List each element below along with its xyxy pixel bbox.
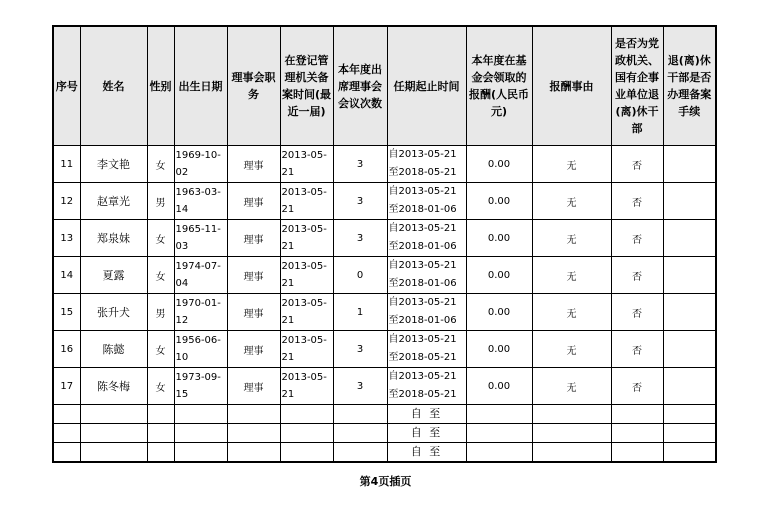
retired-cadre-flag: 否 (611, 331, 663, 368)
board-members-table (52, 25, 717, 463)
meeting-count: 1 (333, 294, 387, 331)
empty-cell (174, 405, 227, 424)
birth-date: 1956-06-10 (174, 331, 227, 368)
board-role: 理事 (227, 183, 280, 220)
filing-date: 2013-05-21 (280, 294, 333, 331)
empty-cell (147, 405, 174, 424)
board-role: 理事 (227, 146, 280, 183)
header-gender: 性别 (147, 26, 174, 146)
retired-cadre-flag: 否 (611, 257, 663, 294)
empty-cell (611, 405, 663, 424)
empty-cell (466, 405, 532, 424)
term-start: 自2013-05-21 (388, 223, 457, 234)
empty-cell (333, 443, 387, 463)
header-no: 序号 (53, 26, 80, 146)
meeting-count: 3 (333, 183, 387, 220)
table-row (53, 294, 716, 331)
header-name: 姓名 (80, 26, 147, 146)
empty-term-cell: 自 至 (387, 424, 466, 443)
filing-procedure (663, 331, 716, 368)
table-row (53, 220, 716, 257)
pay-reason: 无 (532, 368, 611, 405)
birth-date: 1970-01-12 (174, 294, 227, 331)
term-start: 自2013-05-21 (388, 260, 457, 271)
birth-date: 1963-03-14 (174, 183, 227, 220)
table-body (53, 146, 716, 463)
member-gender: 女 (147, 257, 174, 294)
table-row (53, 368, 716, 405)
empty-cell (333, 405, 387, 424)
empty-term-cell: 自 至 (387, 443, 466, 463)
term-start: 自2013-05-21 (388, 371, 457, 382)
filing-date: 2013-05-21 (280, 183, 333, 220)
empty-cell (532, 443, 611, 463)
row-number: 11 (53, 146, 80, 183)
filing-date: 2013-05-21 (280, 331, 333, 368)
filing-procedure (663, 294, 716, 331)
empty-cell (466, 443, 532, 463)
term-end: 至2018-05-21 (388, 167, 457, 178)
pay-amount: 0.00 (466, 220, 532, 257)
filing-date: 2013-05-21 (280, 368, 333, 405)
header-filing-procedure: 退(离)休干部是否办理备案手续 (663, 26, 716, 146)
term-period (387, 220, 466, 257)
empty-cell (611, 424, 663, 443)
pay-reason: 无 (532, 331, 611, 368)
retired-cadre-flag: 否 (611, 294, 663, 331)
row-number: 17 (53, 368, 80, 405)
retired-cadre-flag: 否 (611, 183, 663, 220)
term-end: 至2018-01-06 (388, 204, 457, 215)
term-start: 自2013-05-21 (388, 297, 457, 308)
empty-term-cell: 自 至 (387, 405, 466, 424)
header-pay-reason: 报酬事由 (532, 26, 611, 146)
empty-cell (280, 424, 333, 443)
meeting-count: 0 (333, 257, 387, 294)
table-row (53, 257, 716, 294)
header-filing-time: 在登记管理机关备案时间(最近一届) (280, 26, 333, 146)
table-row (53, 331, 716, 368)
pay-reason: 无 (532, 294, 611, 331)
term-period (387, 257, 466, 294)
empty-cell (53, 405, 80, 424)
board-role: 理事 (227, 220, 280, 257)
pay-amount: 0.00 (466, 294, 532, 331)
empty-cell (663, 405, 716, 424)
term-period (387, 331, 466, 368)
retired-cadre-flag: 否 (611, 220, 663, 257)
member-name: 赵章光 (80, 183, 147, 220)
empty-cell (466, 424, 532, 443)
board-role: 理事 (227, 257, 280, 294)
empty-cell (147, 443, 174, 463)
table-row (53, 183, 716, 220)
filing-procedure (663, 183, 716, 220)
pay-amount: 0.00 (466, 183, 532, 220)
header-birth-date: 出生日期 (174, 26, 227, 146)
empty-cell (174, 443, 227, 463)
term-end: 至2018-01-06 (388, 278, 457, 289)
member-gender: 女 (147, 368, 174, 405)
board-role: 理事 (227, 368, 280, 405)
retired-cadre-flag: 否 (611, 368, 663, 405)
member-gender: 男 (147, 183, 174, 220)
empty-cell (53, 424, 80, 443)
empty-row (53, 443, 716, 463)
empty-cell (174, 424, 227, 443)
member-gender: 男 (147, 294, 174, 331)
term-end: 至2018-01-06 (388, 241, 457, 252)
member-name: 张升犬 (80, 294, 147, 331)
pay-amount: 0.00 (466, 331, 532, 368)
term-period (387, 183, 466, 220)
member-name: 李文艳 (80, 146, 147, 183)
term-start: 自2013-05-21 (388, 334, 457, 345)
member-name: 陈懿 (80, 331, 147, 368)
member-name: 陈冬梅 (80, 368, 147, 405)
empty-cell (333, 424, 387, 443)
filing-date: 2013-05-21 (280, 257, 333, 294)
pay-reason: 无 (532, 146, 611, 183)
pay-amount: 0.00 (466, 368, 532, 405)
pay-amount: 0.00 (466, 146, 532, 183)
row-number: 12 (53, 183, 80, 220)
empty-cell (280, 443, 333, 463)
member-gender: 女 (147, 331, 174, 368)
empty-cell (80, 405, 147, 424)
filing-procedure (663, 220, 716, 257)
birth-date: 1965-11-03 (174, 220, 227, 257)
pay-reason: 无 (532, 220, 611, 257)
board-role: 理事 (227, 331, 280, 368)
empty-cell (611, 443, 663, 463)
member-gender: 女 (147, 220, 174, 257)
row-number: 15 (53, 294, 80, 331)
filing-procedure (663, 257, 716, 294)
meeting-count: 3 (333, 368, 387, 405)
header-term: 任期起止时间 (387, 26, 466, 146)
retired-cadre-flag: 否 (611, 146, 663, 183)
empty-cell (80, 424, 147, 443)
row-number: 14 (53, 257, 80, 294)
empty-cell (227, 405, 280, 424)
meeting-count: 3 (333, 220, 387, 257)
empty-cell (532, 424, 611, 443)
filing-date: 2013-05-21 (280, 146, 333, 183)
empty-cell (80, 443, 147, 463)
header-retired-cadre: 是否为党政机关、国有企事业单位退(离)休干部 (611, 26, 663, 146)
meeting-count: 3 (333, 146, 387, 183)
empty-cell (663, 424, 716, 443)
birth-date: 1974-07-04 (174, 257, 227, 294)
empty-cell (280, 405, 333, 424)
member-gender: 女 (147, 146, 174, 183)
birth-date: 1973-09-15 (174, 368, 227, 405)
term-start: 自2013-05-21 (388, 186, 457, 197)
table-row (53, 146, 716, 183)
term-end: 至2018-05-21 (388, 389, 457, 400)
pay-reason: 无 (532, 257, 611, 294)
member-name: 郑泉妹 (80, 220, 147, 257)
pay-reason: 无 (532, 183, 611, 220)
term-period (387, 146, 466, 183)
filing-date: 2013-05-21 (280, 220, 333, 257)
filing-procedure (663, 146, 716, 183)
empty-cell (147, 424, 174, 443)
member-name: 夏露 (80, 257, 147, 294)
empty-cell (227, 424, 280, 443)
empty-cell (532, 405, 611, 424)
term-period (387, 294, 466, 331)
empty-row (53, 424, 716, 443)
board-role: 理事 (227, 294, 280, 331)
term-start: 自2013-05-21 (388, 149, 457, 160)
row-number: 16 (53, 331, 80, 368)
empty-cell (227, 443, 280, 463)
header-board-role: 理事会职务 (227, 26, 280, 146)
meeting-count: 3 (333, 331, 387, 368)
header-meetings: 本年度出席理事会会议次数 (333, 26, 387, 146)
term-period (387, 368, 466, 405)
birth-date: 1969-10-02 (174, 146, 227, 183)
row-number: 13 (53, 220, 80, 257)
header-row (53, 26, 716, 146)
empty-row (53, 405, 716, 424)
term-end: 至2018-01-06 (388, 315, 457, 326)
empty-cell (53, 443, 80, 463)
empty-cell (663, 443, 716, 463)
page-footer: 第4页插页 (359, 475, 412, 488)
term-end: 至2018-05-21 (388, 352, 457, 363)
pay-amount: 0.00 (466, 257, 532, 294)
header-pay: 本年度在基金会领取的报酬(人民币元) (466, 26, 532, 146)
filing-procedure (663, 368, 716, 405)
